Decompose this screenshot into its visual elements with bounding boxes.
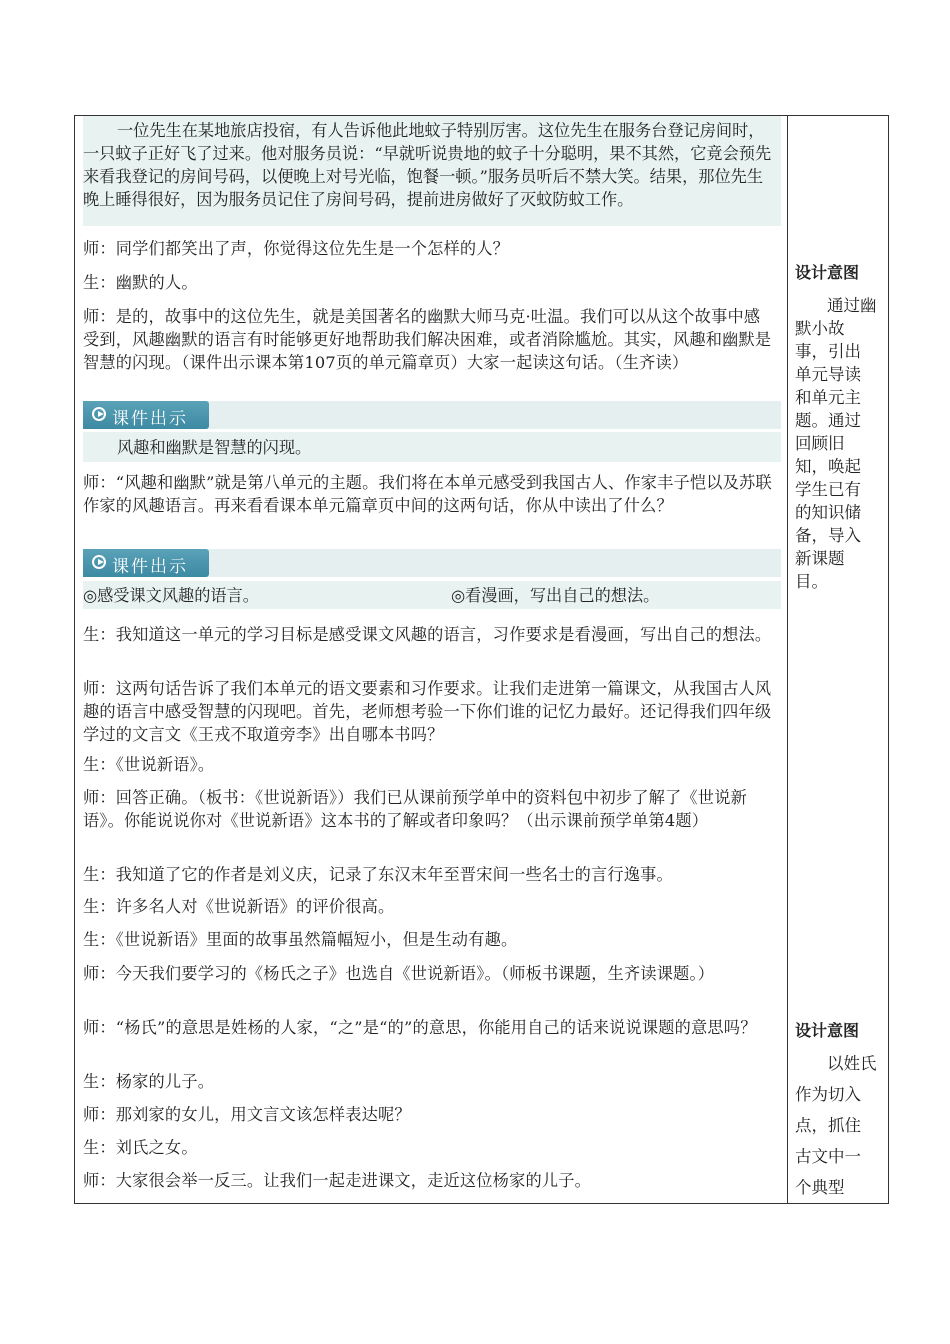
dialogue-line: 师：今天我们要学习的《杨氏之子》也选自《世说新语》。（师板书课题，生齐读课题。） bbox=[83, 964, 715, 983]
dialogue-line: 师：这两句话告诉了我们本单元的语文要素和习作要求。让我们走进第一篇课文，从我国古人风趣的语言中感受智慧的闪现吧。首先，老师想考验一下你们谁的记忆力最好。还记得我们四年级学过的文言文《王戎不取道旁李》出自哪本书吗？ bbox=[83, 679, 772, 744]
dialogue-line: 师：回答正确。（板书：《世说新语》）我们已从课前预学单中的资料包中初步了解了《世说新语》。你能说说你对《世说新语》这本书的了解或者印象吗？（出示课前预学单第4题） bbox=[83, 788, 747, 830]
design-intent-text: 通过幽默小故事，引出单元导读和单元主题。通过回顾旧知，唤起学生已有的知识储备，导入新课题目。 bbox=[795, 296, 877, 591]
design-intent-heading: 设计意图 bbox=[795, 263, 860, 282]
story-text: 一位先生在某地旅店投宿，有人告诉他此地蚊子特别厉害。这位先生在服务台登记房间时，一只蚊子正好飞了过来。他对服务员说：“早就听说贵地的蚊子十分聪明，果不其然，它竟会预先来看我登记的房间号码，以便晚上对号光临，饱餐一顿。”服务员听后不禁大笑。结果，那位先生晚上睡得很好，因为服务员记住了房间号码，提前进房做好了灭蚊防蚊工作。 bbox=[83, 121, 772, 209]
slide-content bbox=[83, 432, 781, 462]
slide-text: 风趣和幽默是智慧的闪现。 bbox=[117, 438, 312, 457]
design-intent-1 bbox=[795, 261, 880, 593]
slide-banner-label: 课件出示 bbox=[112, 409, 188, 429]
slide-banner bbox=[83, 401, 781, 429]
column-divider bbox=[787, 116, 788, 1203]
slide-content bbox=[83, 581, 781, 609]
slide-goal-reading: ◎感受课文风趣的语言。 bbox=[83, 586, 259, 605]
dialogue-line: 师：同学们都笑出了声，你觉得这位先生是一个怎样的人？ bbox=[83, 239, 510, 258]
dialogue-line: 生：我知道了它的作者是刘义庆，记录了东汉末年至晋宋间一些名士的言行逸事。 bbox=[83, 865, 673, 884]
dialogue-line: 生：刘氏之女。 bbox=[83, 1138, 198, 1157]
dialogue-line: 师：大家很会举一反三。让我们一起走进课文，走近这位杨家的儿子。 bbox=[83, 1171, 592, 1190]
dialogue-line: 师：“风趣和幽默”就是第八单元的主题。我们将在本单元感受到我国古人、作家丰子恺以及苏联作家的风趣语言。再来看看课本单元篇章页中间的这两句话，你从中读出了什么？ bbox=[83, 473, 772, 515]
dialogue-line: 生：杨家的儿子。 bbox=[83, 1072, 215, 1091]
play-icon bbox=[92, 555, 106, 569]
design-intent-2 bbox=[795, 1019, 880, 1203]
dialogue-line: 生：我知道这一单元的学习目标是感受课文风趣的语言，习作要求是看漫画，写出自己的想法。 bbox=[83, 625, 772, 644]
slide-banner bbox=[83, 549, 781, 577]
dialogue-line: 生：许多名人对《世说新语》的评价很高。 bbox=[83, 897, 395, 916]
dialogue-line: 师：那刘家的女儿，用文言文该怎样表达呢？ bbox=[83, 1105, 411, 1124]
dialogue-line: 生：《世说新语》里面的故事虽然篇幅短小，但是生动有趣。 bbox=[83, 930, 518, 949]
dialogue-line: 生：幽默的人。 bbox=[83, 273, 198, 292]
dialogue-line: 师：是的，故事中的这位先生，就是美国著名的幽默大师马克·吐温。我们可以从这个故事中感受到，风趣幽默的语言有时能够更好地帮助我们解决困难，或者消除尴尬。其实，风趣和幽默是智慧的闪现。（课件出示课本第107页的单元篇章页）大家一起读这句话。（生齐读） bbox=[83, 307, 772, 372]
slide-goal-writing: ◎看漫画，写出自己的想法。 bbox=[451, 586, 660, 605]
lesson-table bbox=[74, 115, 889, 1204]
dialogue-line: 生：《世说新语》。 bbox=[83, 755, 215, 774]
design-intent-heading: 设计意图 bbox=[795, 1021, 860, 1040]
dialogue-line: 师：“杨氏”的意思是姓杨的人家，“之”是“的”的意思，你能用自己的话来说说课题的意思吗？ bbox=[83, 1018, 757, 1037]
design-intent-text: 以姓氏作为切入点，抓住古文中一个典型 bbox=[795, 1054, 877, 1197]
slide-banner-label: 课件出示 bbox=[112, 557, 188, 577]
play-icon bbox=[92, 407, 106, 421]
story-box bbox=[83, 116, 781, 226]
